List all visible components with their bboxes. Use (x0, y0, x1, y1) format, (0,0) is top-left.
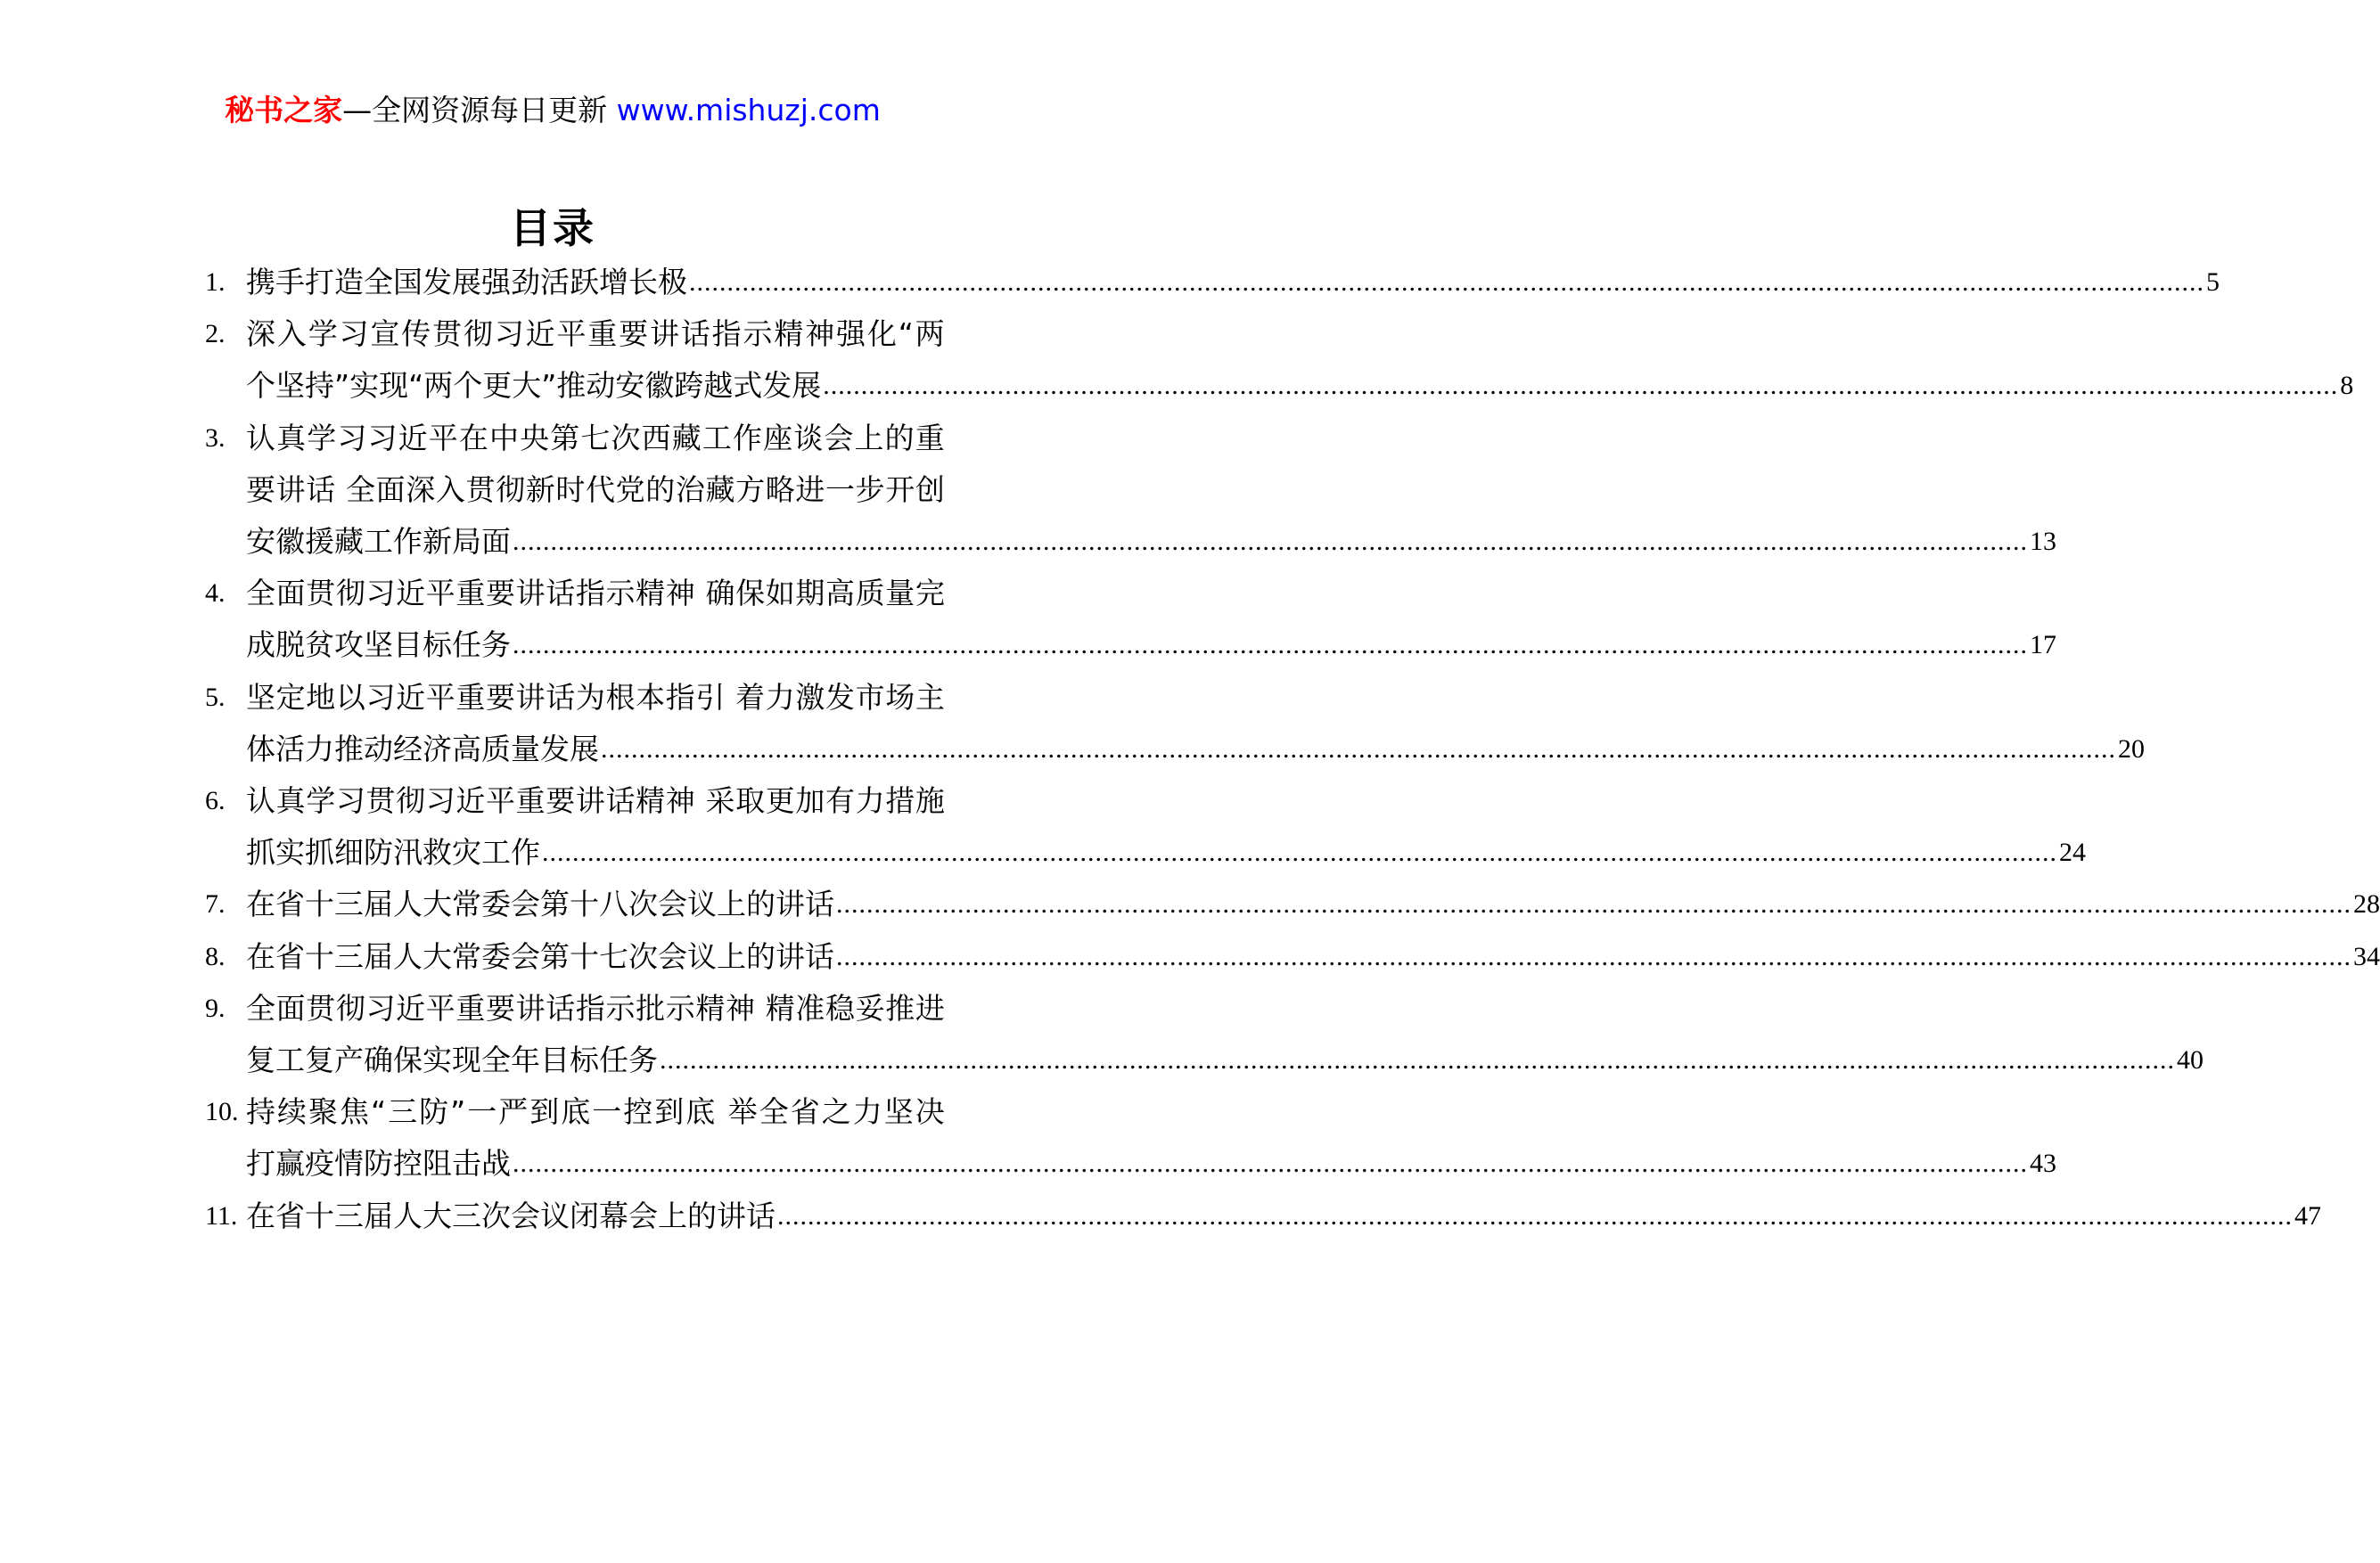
toc-line (0, 1188, 2321, 1245)
toc-text: 坚 定 地 以 习 近 平 重 要 讲 话 为 根 本 指 引 着 力 激 发 市 场 主 (246, 679, 945, 715)
toc-line (0, 462, 1105, 519)
toc-text: 在省十三届人大常委会第十八次会议上的讲话 (246, 887, 834, 922)
toc-number: 11. (205, 1200, 238, 1231)
toc-title-with-leader (246, 1135, 2056, 1192)
toc-title-with-leader (246, 824, 2086, 881)
toc-page-number: 13 (2030, 527, 2056, 556)
dot-leader: ........................................................................................................................................................................................................ (513, 630, 2028, 660)
toc-number: 1. (205, 267, 226, 297)
toc-text: 要 讲 话 全 面 深 入 贯 彻 新 时 代 党 的 治 藏 方 略 进 一 步 开 创 (246, 471, 945, 507)
toc-text: 打赢疫情防控阻击战 (246, 1146, 511, 1182)
toc-line (0, 357, 2354, 414)
toc-page-number: 43 (2030, 1149, 2056, 1179)
dot-leader: ........................................................................................................................................................................................................ (542, 838, 2057, 868)
dot-leader: ........................................................................................................................................................................................................ (513, 527, 2028, 556)
toc-page-number: 17 (2030, 630, 2056, 660)
toc-page-number: 28 (2353, 889, 2380, 920)
toc-title-with-leader (246, 1032, 2204, 1089)
toc-line (0, 721, 2145, 778)
toc-line (0, 1084, 1105, 1141)
brand-name: 秘书之家 (225, 93, 343, 127)
toc-text: 复工复产确保实现全年目标任务 (246, 1043, 658, 1077)
toc-text: 体活力推动经济高质量发展 (246, 731, 599, 766)
toc-page-number: 24 (2059, 838, 2086, 868)
toc-title-with-leader (246, 929, 2380, 986)
toc-page-number: 20 (2118, 733, 2145, 764)
toc-text: 携手打造全国发展强劲活跃增长极 (246, 265, 687, 299)
toc-text: 全 面 贯 彻 习 近 平 重 要 讲 话 指 示 批 示 精 神 精 准 稳 妥 推 进 (246, 990, 945, 1026)
toc-title-with-leader (246, 876, 2380, 933)
toc-page-number: 8 (2340, 371, 2354, 401)
toc-line (0, 876, 2380, 933)
dot-leader: ........................................................................................................................................................................................................ (836, 941, 2351, 971)
toc-title-with-leader (246, 1188, 2321, 1245)
toc-line (0, 980, 1105, 1037)
toc-text: 持 续 聚 焦 “ 三 防 ” 一 严 到 底 一 控 到 底 举 全 省 之 力 坚 决 (246, 1094, 945, 1130)
dot-leader: ........................................................................................................................................................................................................ (823, 371, 2339, 401)
toc-page-number: 40 (2177, 1045, 2204, 1075)
toc-number: 9. (205, 993, 226, 1023)
toc-line (0, 1032, 2204, 1089)
toc-line (0, 410, 1105, 467)
toc-text: 在省十三届人大三次会议闭幕会上的讲话 (246, 1198, 776, 1233)
dot-leader: ........................................................................................................................................................................................................ (777, 1200, 2293, 1231)
dot-leader: ........................................................................................................................................................................................................ (513, 1149, 2028, 1179)
toc-title-with-leader (246, 617, 2056, 674)
dot-leader: ........................................................................................................................................................................................................ (660, 1045, 2175, 1075)
toc-title-with-leader (246, 254, 2220, 311)
toc-title-with-leader (246, 721, 2145, 778)
toc-title-with-leader (246, 357, 2354, 414)
toc-text: 成脱贫攻坚目标任务 (246, 627, 511, 663)
toc-line (0, 513, 2056, 570)
toc-text: 抓实抓细防汛救灾工作 (246, 835, 540, 871)
toc-text: 个坚持”实现“两个更大”推动安徽跨越式发展 (246, 368, 822, 404)
toc-text: 认 真 学 习 习 近 平 在 中 央 第 七 次 西 藏 工 作 座 谈 会 上 的 重 (246, 420, 945, 455)
toc-text: 深 入 学 习 宣 传 贯 彻 习 近 平 重 要 讲 话 指 示 精 神 强 化 “ 两 (246, 316, 945, 352)
dot-leader: ........................................................................................................................................................................................................ (689, 267, 2204, 297)
toc-text: 在省十三届人大常委会第十七次会议上的讲话 (246, 938, 834, 974)
toc-number: 4. (205, 578, 226, 609)
toc-line (0, 306, 1105, 363)
toc-text: 安徽援藏工作新局面 (246, 524, 511, 559)
toc-number: 8. (205, 941, 226, 971)
site-url[interactable]: www.mishuzj.com (616, 93, 881, 127)
toc-title-with-leader (246, 513, 2056, 570)
toc-line (0, 824, 2086, 881)
dot-leader: ........................................................................................................................................................................................................ (601, 733, 2116, 764)
toc-line (0, 669, 1105, 726)
toc-number: 7. (205, 889, 226, 920)
toc-line (0, 254, 2220, 311)
toc-page-number: 47 (2294, 1200, 2321, 1231)
toc-line (0, 773, 1105, 830)
toc-number: 6. (205, 786, 226, 815)
toc-line (0, 1135, 2056, 1192)
toc-number: 5. (205, 682, 226, 712)
dot-leader: ........................................................................................................................................................................................................ (836, 889, 2351, 920)
toc-line (0, 565, 1105, 622)
toc-number: 10. (205, 1097, 239, 1127)
toc-page-number: 5 (2206, 267, 2220, 297)
toc-number: 2. (205, 319, 226, 349)
toc-page-number: 34 (2353, 941, 2380, 971)
toc-line (0, 617, 2056, 674)
toc-number: 3. (205, 422, 226, 453)
toc-text: 认 真 学 习 贯 彻 习 近 平 重 要 讲 话 精 神 采 取 更 加 有 力 措 施 (246, 783, 945, 818)
header-slogan: —全网资源每日更新 (342, 93, 608, 127)
page-title: 目录 (510, 204, 595, 252)
toc-text: 全 面 贯 彻 习 近 平 重 要 讲 话 指 示 精 神 确 保 如 期 高 质 量 完 (246, 576, 945, 611)
toc-line (0, 929, 2380, 986)
